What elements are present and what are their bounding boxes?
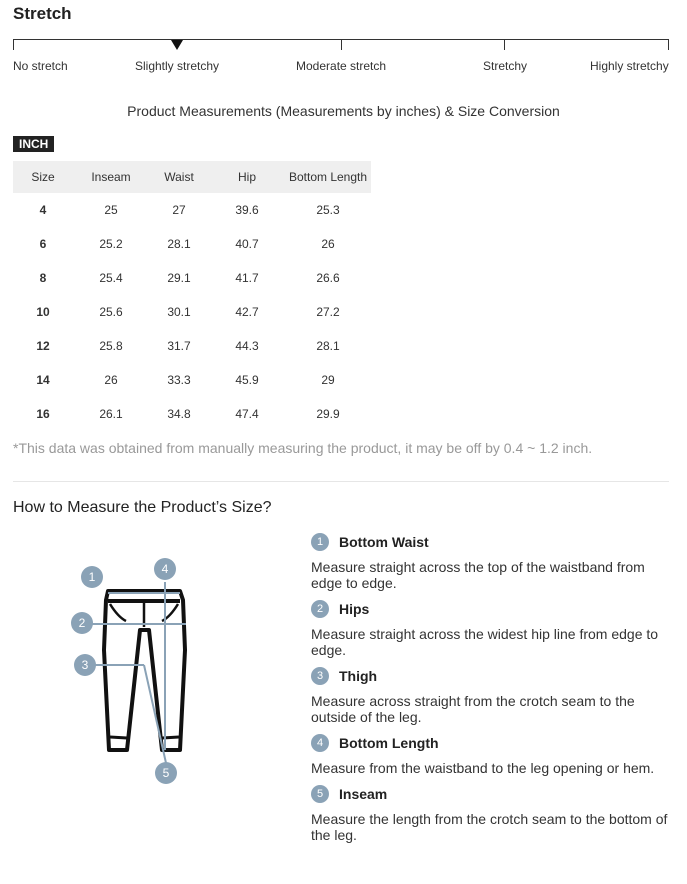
- pants-measurement-icon: [60, 545, 220, 795]
- column-header: Hip: [209, 161, 285, 193]
- step-number-badge: 2: [311, 600, 329, 618]
- table-cell: 6: [39, 237, 47, 251]
- step-description: Measure across straight from the crotch seam to the outside of the leg.: [311, 693, 635, 725]
- table-row: [13, 227, 371, 261]
- table-row: [13, 193, 371, 227]
- step-number-badge: 5: [311, 785, 329, 803]
- table-cell: 29.1: [167, 271, 191, 285]
- step-number-badge: 3: [311, 667, 329, 685]
- table-cell: 4: [39, 203, 47, 217]
- size-table: [13, 161, 371, 431]
- measure-step: [311, 784, 671, 843]
- table-cell: 33.3: [167, 373, 191, 387]
- column-header: Bottom Length: [285, 161, 371, 193]
- table-cell: 14: [36, 373, 50, 387]
- table-cell: 31.7: [167, 339, 191, 353]
- stretch-level-label: Highly stretchy: [590, 59, 669, 73]
- step-title: Bottom Length: [339, 735, 439, 751]
- measurements-title: Product Measurements (Measurements by inches) & Size Conversion: [127, 103, 560, 119]
- table-cell: 29: [321, 373, 335, 387]
- stretch-tick: [668, 39, 669, 50]
- diagram-label: 4: [161, 562, 169, 576]
- howto-title: How to Measure the Product’s Size?: [13, 499, 272, 516]
- table-cell: 10: [36, 305, 50, 319]
- table-row: [13, 397, 371, 431]
- table-cell: 39.6: [235, 203, 259, 217]
- table-cell: 28.1: [316, 339, 340, 353]
- diagram-label: 5: [162, 766, 170, 780]
- stretch-level-label: Slightly stretchy: [135, 59, 220, 73]
- step-title: Hips: [339, 601, 370, 617]
- table-cell: 25.6: [99, 305, 123, 319]
- table-cell: 26.1: [99, 407, 123, 421]
- table-cell: 34.8: [167, 407, 191, 421]
- step-title: Bottom Waist: [339, 534, 429, 550]
- column-header: Waist: [149, 161, 209, 193]
- table-cell: 25.2: [99, 237, 123, 251]
- measure-step: [311, 666, 671, 725]
- table-cell: 26: [321, 237, 335, 251]
- table-cell: 16: [36, 407, 50, 421]
- step-number-badge: 4: [311, 734, 329, 752]
- table-cell: 42.7: [235, 305, 259, 319]
- stretch-selected-marker: [171, 40, 183, 50]
- table-cell: 45.9: [235, 373, 259, 387]
- stretch-tick: [341, 39, 342, 50]
- table-cell: 12: [36, 339, 50, 353]
- table-cell: 25.4: [99, 271, 123, 285]
- section-divider: [13, 481, 669, 482]
- table-cell: 27.2: [316, 305, 340, 319]
- table-cell: 25.3: [316, 203, 340, 217]
- column-header: Size: [13, 161, 73, 193]
- table-cell: 25.8: [99, 339, 123, 353]
- stretch-scale: [13, 39, 669, 51]
- table-cell: 41.7: [235, 271, 259, 285]
- measurement-note: *This data was obtained from manually measuring the product, it may be off by 0.4 ~ 1.2 inch.: [13, 440, 593, 456]
- step-title: Inseam: [339, 786, 388, 802]
- diagram-label: 3: [81, 658, 89, 672]
- table-cell: 30.1: [167, 305, 191, 319]
- stretch-title: Stretch: [13, 4, 72, 23]
- table-cell: 8: [39, 271, 47, 285]
- step-description: Measure straight across the widest hip line from edge to edge.: [311, 626, 659, 658]
- measure-step: [311, 733, 671, 776]
- stretch-tick: [13, 39, 14, 50]
- measure-step: [311, 599, 671, 658]
- table-cell: 25: [104, 203, 118, 217]
- step-description: Measure the length from the crotch seam to the bottom of the leg.: [311, 811, 668, 843]
- step-title: Thigh: [339, 668, 378, 684]
- step-description: Measure from the waistband to the leg opening or hem.: [311, 760, 655, 776]
- table-row: [13, 329, 371, 363]
- table-header-row: [13, 161, 371, 193]
- diagram-label: 1: [88, 570, 96, 584]
- table-cell: 47.4: [235, 407, 259, 421]
- diagram-label: 2: [78, 616, 86, 630]
- table-row: [13, 295, 371, 329]
- table-cell: 29.9: [316, 407, 340, 421]
- stretch-tick: [504, 39, 505, 50]
- table-cell: 44.3: [235, 339, 259, 353]
- table-row: [13, 363, 371, 397]
- stretch-level-label: Stretchy: [483, 59, 528, 73]
- table-cell: 26.6: [316, 271, 340, 285]
- stretch-level-label: Moderate stretch: [296, 59, 387, 73]
- measure-step: [311, 532, 671, 591]
- stretch-level-label: No stretch: [13, 59, 68, 73]
- table-row: [13, 261, 371, 295]
- table-cell: 28.1: [167, 237, 191, 251]
- unit-badge: INCH: [13, 136, 54, 152]
- table-cell: 26: [104, 373, 118, 387]
- measure-steps: [311, 532, 671, 851]
- step-description: Measure straight across the top of the waistband from edge to edge.: [311, 559, 645, 591]
- table-cell: 27: [172, 203, 186, 217]
- table-cell: 40.7: [235, 237, 259, 251]
- step-number-badge: 1: [311, 533, 329, 551]
- column-header: Inseam: [73, 161, 149, 193]
